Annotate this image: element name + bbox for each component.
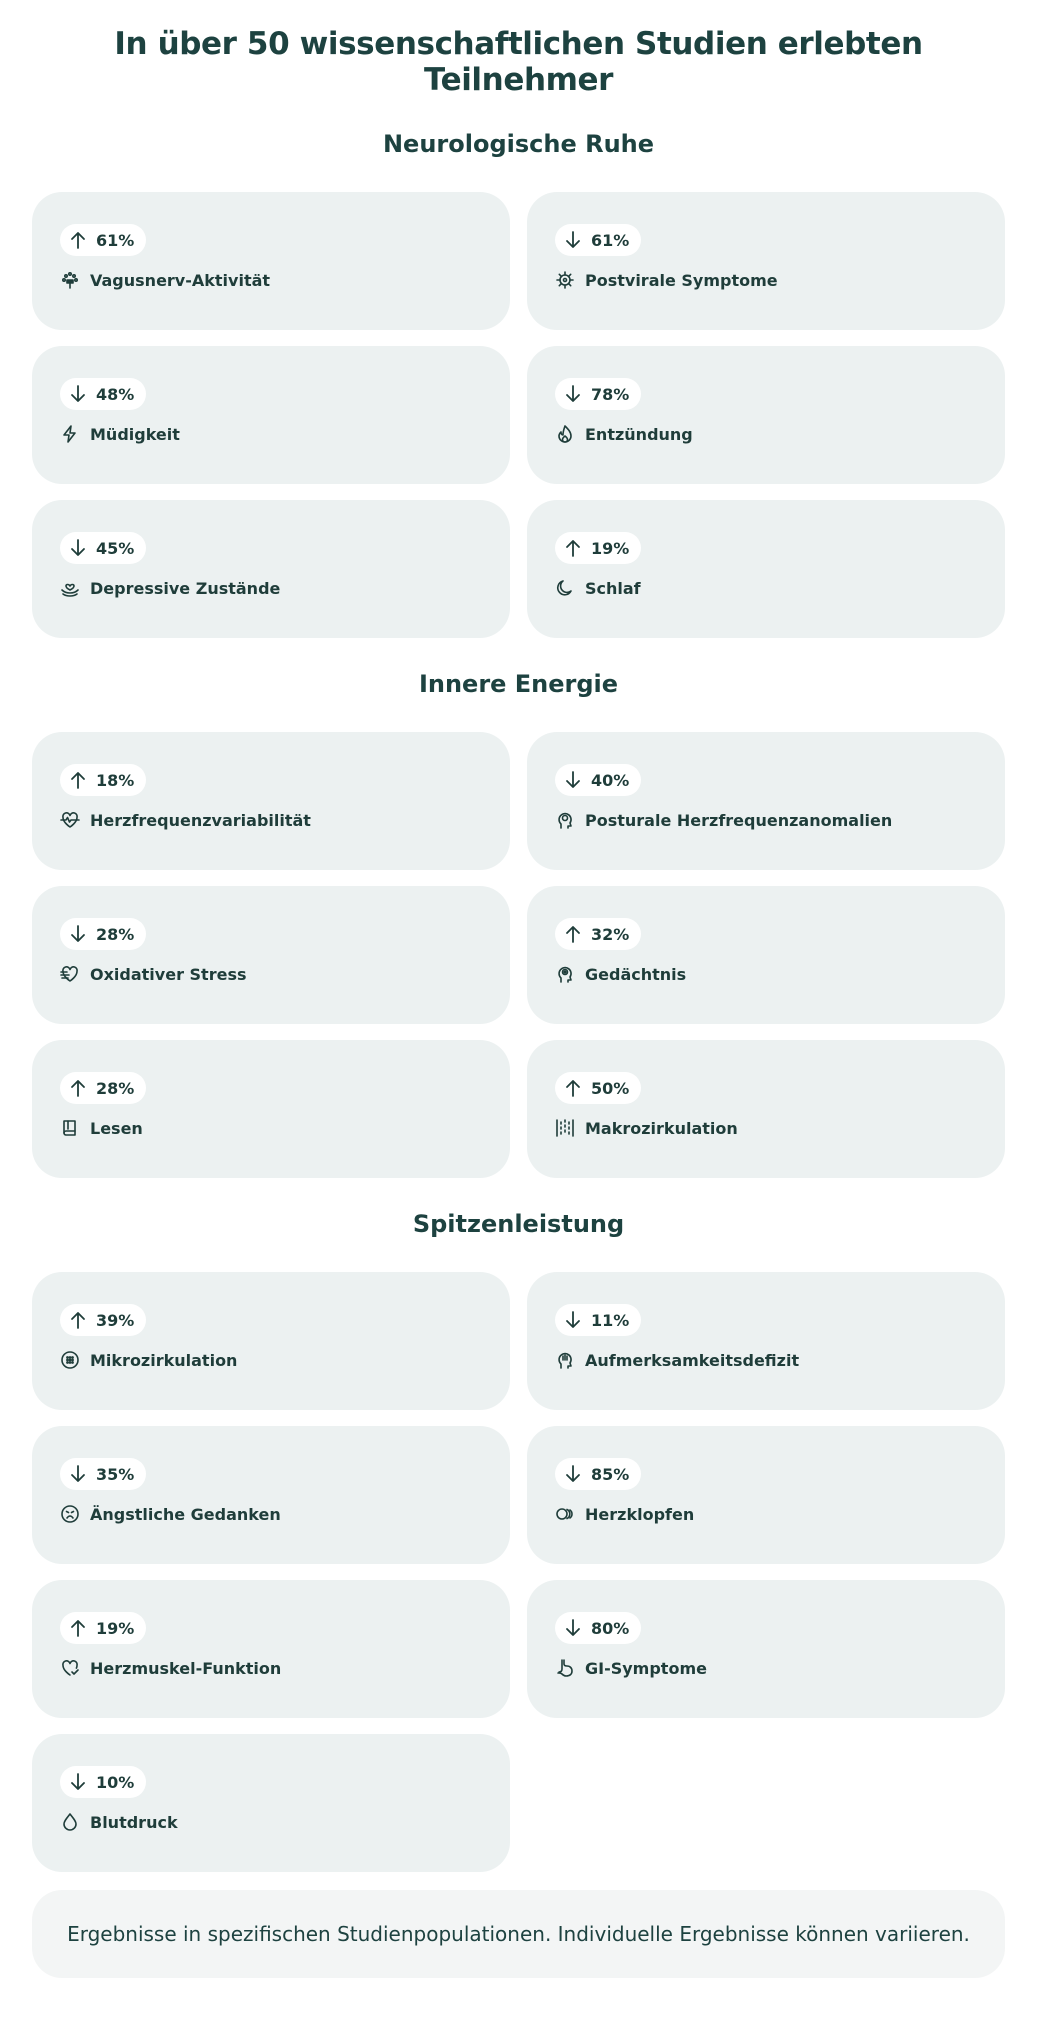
arrow-down-icon [565,231,581,249]
change-value: 32% [591,924,630,944]
change-value: 61% [96,230,135,250]
heartbeat-icon [555,1504,575,1524]
metric-row [555,964,977,984]
metric-label: Oxidativer Stress [90,964,247,984]
heart-wind-icon [60,964,80,984]
arrow-up-icon [565,1079,581,1097]
metric-row [60,810,482,830]
change-value: 28% [96,1078,135,1098]
metric-label: Herzklopfen [585,1504,695,1524]
virus-icon [555,270,575,290]
metric-row [555,1504,977,1524]
change-value: 39% [96,1310,135,1330]
head-icon [555,810,575,830]
nerve-icon [60,270,80,290]
arrow-down-icon [565,1619,581,1637]
arrow-down-icon [70,385,86,403]
arrow-up-icon [565,925,581,943]
change-badge [60,378,146,410]
arrow-up-icon [70,231,86,249]
metric-row [60,578,482,598]
metric-card [32,1272,510,1410]
change-badge [60,918,146,950]
section-title: Neurologische Ruhe [382,130,655,158]
arrow-up-icon [70,1619,86,1637]
change-badge [555,1304,641,1336]
change-value: 28% [96,924,135,944]
arrow-up-icon [70,771,86,789]
change-value: 10% [96,1772,135,1792]
metric-row [60,1658,482,1678]
dots-circle-icon [60,1350,80,1370]
metric-card [527,1040,1005,1178]
arrow-down-icon [70,1465,86,1483]
metric-row [60,1118,482,1138]
change-value: 35% [96,1464,135,1484]
change-value: 18% [96,770,135,790]
change-badge [555,532,641,564]
arrow-down-icon [70,539,86,557]
change-value: 45% [96,538,135,558]
metric-label: Herzfrequenzvariabilität [90,810,311,830]
metric-card [32,500,510,638]
change-badge [555,1072,641,1104]
disclaimer-text: Ergebnisse in spezifischen Studienpopulationen. Individuelle Ergebnisse können variieren. [67,1922,970,1946]
metric-card [527,500,1005,638]
change-value: 11% [591,1310,630,1330]
metric-label: Vagusnerv-Aktivität [90,270,271,290]
metric-label: Depressive Zustände [90,578,281,598]
arrow-down-icon [565,385,581,403]
metric-card [32,1040,510,1178]
metric-row [555,1118,977,1138]
change-value: 48% [96,384,135,404]
metric-row [555,810,977,830]
moon-icon [555,578,575,598]
metric-label: Schlaf [585,578,641,598]
metric-label: Ängstliche Gedanken [90,1504,281,1524]
flame-icon [555,424,575,444]
metric-label: GI-Symptome [585,1658,707,1678]
metric-row [555,424,977,444]
section-1 [32,670,1005,1178]
metric-label: Aufmerksamkeitsdefizit [585,1350,800,1370]
metric-card [32,1580,510,1718]
metric-label: Gedächtnis [585,964,687,984]
metric-label: Herzmuskel-Funktion [90,1658,282,1678]
metric-row [555,1658,977,1678]
change-badge [60,1766,146,1798]
circulation-lines-icon [555,1118,575,1138]
metric-row [60,1350,482,1370]
metric-card [32,1734,510,1872]
change-badge [60,1304,146,1336]
section-title: Spitzenleistung [412,1210,625,1238]
arrow-down-icon [70,1773,86,1791]
metric-label: Makrozirkulation [585,1118,738,1138]
change-badge [60,1458,146,1490]
change-badge [60,764,146,796]
metric-label: Müdigkeit [90,424,180,444]
change-value: 78% [591,384,630,404]
change-badge [555,764,641,796]
change-value: 19% [591,538,630,558]
metric-label: Postvirale Symptome [585,270,778,290]
change-badge [555,224,641,256]
brain-head-icon [555,964,575,984]
change-badge [555,918,641,950]
change-value: 80% [591,1618,630,1638]
arrow-down-icon [565,1311,581,1329]
metrics-grid [32,1272,1005,1872]
metric-row [60,270,482,290]
drop-icon [60,1812,80,1832]
arrow-up-icon [70,1311,86,1329]
metric-label: Posturale Herzfrequenzanomalien [585,810,893,830]
metric-card [527,346,1005,484]
change-badge [60,532,146,564]
metric-row [555,270,977,290]
change-value: 19% [96,1618,135,1638]
section-0 [32,130,1005,638]
change-value: 85% [591,1464,630,1484]
metric-row [555,578,977,598]
metric-card [527,732,1005,870]
change-badge [60,1612,146,1644]
heart-hands-icon [60,578,80,598]
disclaimer-banner [32,1890,1005,1978]
heart-check-icon [60,1658,80,1678]
change-badge [60,1072,146,1104]
change-badge [555,378,641,410]
metric-label: Blutdruck [90,1812,178,1832]
sections-container [32,130,1005,1872]
book-icon [60,1118,80,1138]
change-badge [555,1612,641,1644]
section-2 [32,1210,1005,1872]
metric-card [32,192,510,330]
arrow-down-icon [70,925,86,943]
change-value: 61% [591,230,630,250]
metrics-grid [32,732,1005,1178]
heart-pulse-icon [60,810,80,830]
metric-row [60,1812,482,1832]
focus-head-icon [555,1350,575,1370]
metric-card [527,1580,1005,1718]
metric-row [60,964,482,984]
metric-card [527,886,1005,1024]
arrow-down-icon [565,1465,581,1483]
metric-row [555,1350,977,1370]
change-badge [555,1458,641,1490]
page-title: In über 50 wissenschaftlichen Studien erlebten Teilnehmer [114,26,923,98]
anxious-face-icon [60,1504,80,1524]
metric-card [527,192,1005,330]
stomach-icon [555,1658,575,1678]
metric-card [32,346,510,484]
metric-card [527,1272,1005,1410]
section-title: Innere Energie [418,670,619,698]
change-value: 50% [591,1078,630,1098]
lightning-icon [60,424,80,444]
metric-row [60,1504,482,1524]
arrow-up-icon [70,1079,86,1097]
metric-card [32,732,510,870]
metrics-grid [32,192,1005,638]
metric-label: Entzündung [585,424,693,444]
metric-label: Mikrozirkulation [90,1350,238,1370]
metric-label: Lesen [90,1118,143,1138]
metric-card [32,886,510,1024]
metric-card [527,1426,1005,1564]
arrow-up-icon [565,539,581,557]
arrow-down-icon [565,771,581,789]
metric-row [60,424,482,444]
change-badge [60,224,146,256]
metric-card [32,1426,510,1564]
change-value: 40% [591,770,630,790]
